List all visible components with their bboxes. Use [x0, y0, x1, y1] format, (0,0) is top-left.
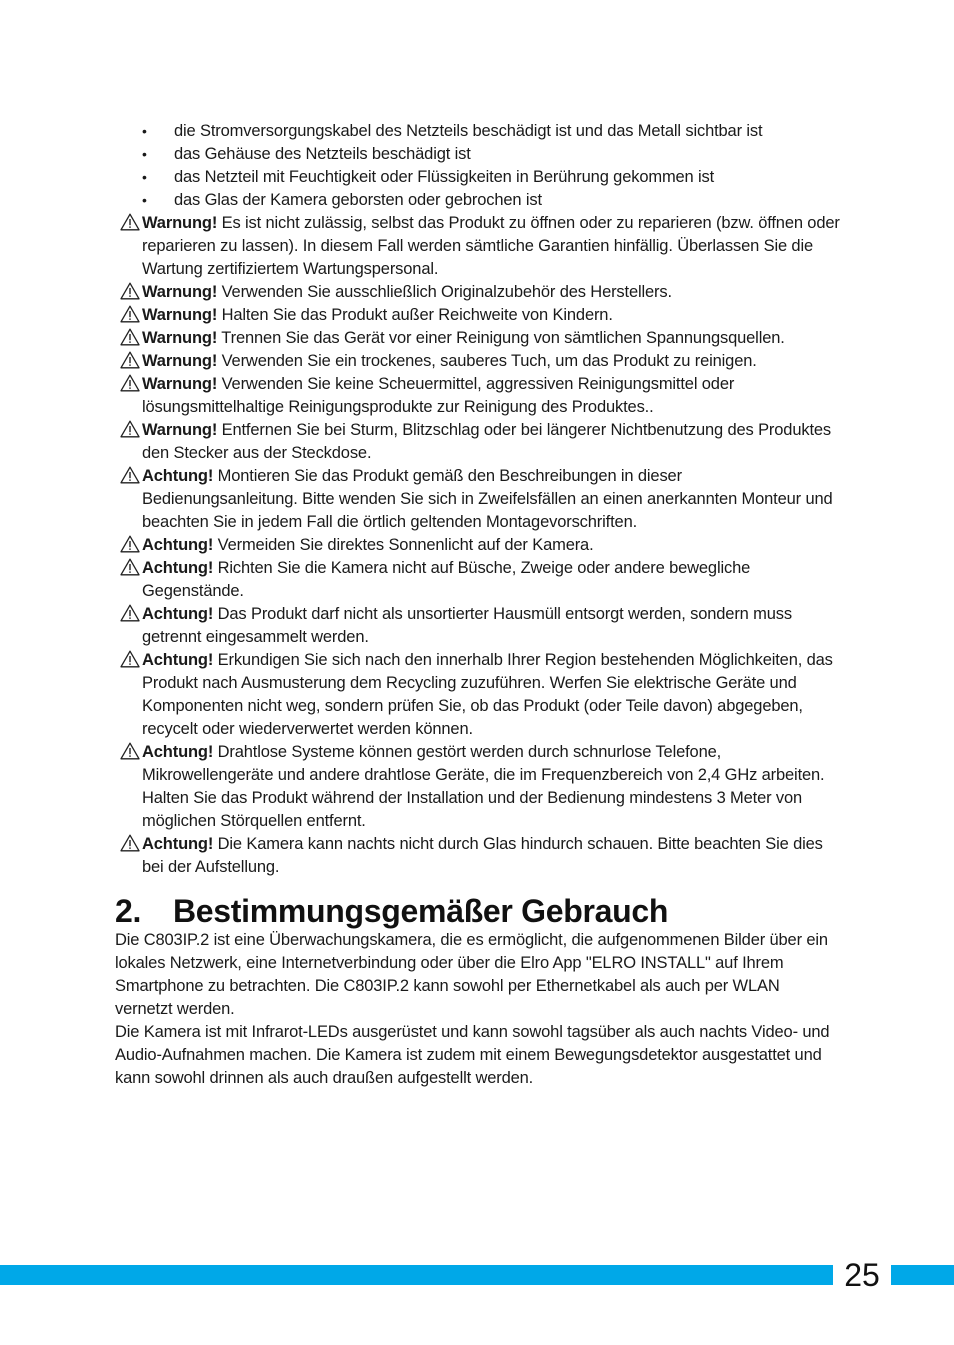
notice-label: Achtung! — [142, 605, 214, 623]
list-item: • die Stromversorgungskabel des Netzteils beschädigt ist und das Metall sichtbar ist — [115, 120, 840, 143]
notice-label: Achtung! — [142, 835, 214, 853]
safety-notice — [115, 419, 840, 465]
notice-text: Es ist nicht zulässig, selbst das Produkt zu öffnen oder zu reparieren (bzw. öffnen oder reparieren zu lassen). In diesem Fall werden sämtliche Garantien hinfällig. Überlassen Sie die Wartung zertifiziertem Wartungspersonal. — [142, 214, 840, 278]
safety-notice — [115, 741, 840, 833]
section-heading — [115, 893, 840, 929]
list-item: • das Gehäuse des Netzteils beschädigt ist — [115, 143, 840, 166]
safety-notice — [115, 350, 840, 373]
list-item: • das Netzteil mit Feuchtigkeit oder Flüssigkeiten in Berührung gekommen ist — [115, 166, 840, 189]
notice-label: Achtung! — [142, 467, 214, 485]
safety-notice — [115, 212, 840, 281]
notice-label: Warnung! — [142, 306, 218, 324]
notice-label: Warnung! — [142, 214, 218, 232]
notice-text: Drahtlose Systeme können gestört werden durch schnurlose Telefone, Mikrowellengeräte und andere drahtlose Geräte, die im Frequenzbereich von 2,4 GHz arbeiten. Halten Sie das Produkt während der Installation und der Bedienung mindestens 3 Meter von möglichen Störquellen entfernt. — [142, 743, 825, 830]
footer-accent-bar — [0, 1265, 954, 1285]
notice-text: Vermeiden Sie direktes Sonnenlicht auf der Kamera. — [213, 536, 594, 554]
safety-notice — [115, 465, 840, 534]
bullet-dot: • — [142, 192, 147, 208]
bullet-dot: • — [142, 123, 147, 139]
notice-text: Richten Sie die Kamera nicht auf Büsche, Zweige oder andere bewegliche Gegenstände. — [142, 559, 751, 600]
safety-notice — [115, 649, 840, 741]
notice-label: Achtung! — [142, 559, 214, 577]
notice-text: Montieren Sie das Produkt gemäß den Beschreibungen in dieser Bedienungsanleitung. Bitte wenden Sie sich in Zweifelsfällen an einen anerkannten Monteur und beachten Sie in jedem Fall die örtlich geltenden Montagevorschriften. — [142, 467, 833, 531]
warning-triangle-icon — [120, 742, 140, 760]
section-number: 2. — [115, 893, 142, 929]
warning-triangle-icon — [120, 650, 140, 668]
warning-triangle-icon — [120, 558, 140, 576]
safety-notice — [115, 557, 840, 603]
notice-text: Die Kamera kann nachts nicht durch Glas hindurch schauen. Bitte beachten Sie dies bei der Aufstellung. — [142, 835, 823, 876]
body-paragraph: Die C803IP.2 ist eine Überwachungskamera, die es ermöglicht, die aufgenommenen Bilder über ein lokales Netzwerk, eine Internetverbindung oder über die Elro App "ELRO INSTALL" auf Ihrem Smartphone zu betrachten. Die C803IP.2 kann sowohl per Ethernetkabel als auch per WLAN vernetzt werden. — [115, 931, 828, 1018]
page-number: 25 — [844, 1257, 880, 1293]
bullet-dot: • — [142, 169, 147, 185]
warning-triangle-icon — [120, 535, 140, 553]
notice-label: Achtung! — [142, 651, 214, 669]
notice-text: Entfernen Sie bei Sturm, Blitzschlag oder bei längerer Nichtbenutzung des Produktes den Stecker aus der Steckdose. — [142, 421, 832, 462]
warning-triangle-icon — [120, 374, 140, 392]
notice-label: Warnung! — [142, 329, 218, 347]
condition-list — [115, 120, 840, 212]
notice-text: Erkundigen Sie sich nach den innerhalb Ihrer Region bestehenden Möglichkeiten, das Produkt nach Ausmusterung dem Recycling zuzuführen. Werfen Sie elektrische Geräte und Komponenten nicht weg, sondern prüfen Sie, ob das Produkt (oder Teile davon) abgegeben, recycelt oder wiederverwertet werden können. — [142, 651, 833, 738]
safety-notice — [115, 327, 840, 350]
warning-triangle-icon — [120, 604, 140, 622]
notice-label: Warnung! — [142, 283, 218, 301]
section-title: Bestimmungsgemäßer Gebrauch — [173, 893, 669, 929]
bullet-dot: • — [142, 146, 147, 162]
warning-triangle-icon — [120, 420, 140, 438]
notice-label: Warnung! — [142, 375, 218, 393]
notice-label: Achtung! — [142, 536, 214, 554]
safety-notices — [115, 212, 840, 879]
notice-text: Verwenden Sie ein trockenes, sauberes Tuch, um das Produkt zu reinigen. — [217, 352, 757, 370]
notice-text: Verwenden Sie keine Scheuermittel, aggressiven Reinigungsmittel oder lösungsmittelhaltige Reinigungsprodukte zur Reinigung des Produktes.. — [142, 375, 735, 416]
safety-notice — [115, 534, 840, 557]
safety-notice — [115, 373, 840, 419]
notice-label: Achtung! — [142, 743, 214, 761]
notice-text: Halten Sie das Produkt außer Reichweite von Kindern. — [217, 306, 613, 324]
safety-notice — [115, 281, 840, 304]
warning-triangle-icon — [120, 466, 140, 484]
warning-triangle-icon — [120, 351, 140, 369]
notice-text: Verwenden Sie ausschließlich Originalzubehör des Herstellers. — [217, 283, 672, 301]
notice-label: Warnung! — [142, 421, 218, 439]
notice-text: Das Produkt darf nicht als unsortierter Hausmüll entsorgt werden, sondern muss getrennt eingesammelt werden. — [142, 605, 792, 646]
warning-triangle-icon — [120, 834, 140, 852]
warning-triangle-icon — [120, 213, 140, 231]
notice-label: Warnung! — [142, 352, 218, 370]
warning-triangle-icon — [120, 328, 140, 346]
warning-triangle-icon — [120, 305, 140, 323]
safety-notice — [115, 833, 840, 879]
notice-text: Trennen Sie das Gerät vor einer Reinigung von sämtlichen Spannungsquellen. — [217, 329, 785, 347]
body-paragraph: Die Kamera ist mit Infrarot-LEDs ausgerüstet und kann sowohl tagsüber als auch nachts Video- und Audio-Aufnahmen machen. Die Kamera ist zudem mit einem Bewegungsdetektor ausgestattet und kann sowohl drinnen als auch draußen aufgestellt werden. — [115, 1023, 830, 1087]
page-number-box — [833, 1256, 891, 1294]
list-item: • das Glas der Kamera geborsten oder gebrochen ist — [115, 189, 840, 212]
page-content — [115, 120, 840, 1090]
warning-triangle-icon — [120, 282, 140, 300]
safety-notice — [115, 304, 840, 327]
safety-notice — [115, 603, 840, 649]
